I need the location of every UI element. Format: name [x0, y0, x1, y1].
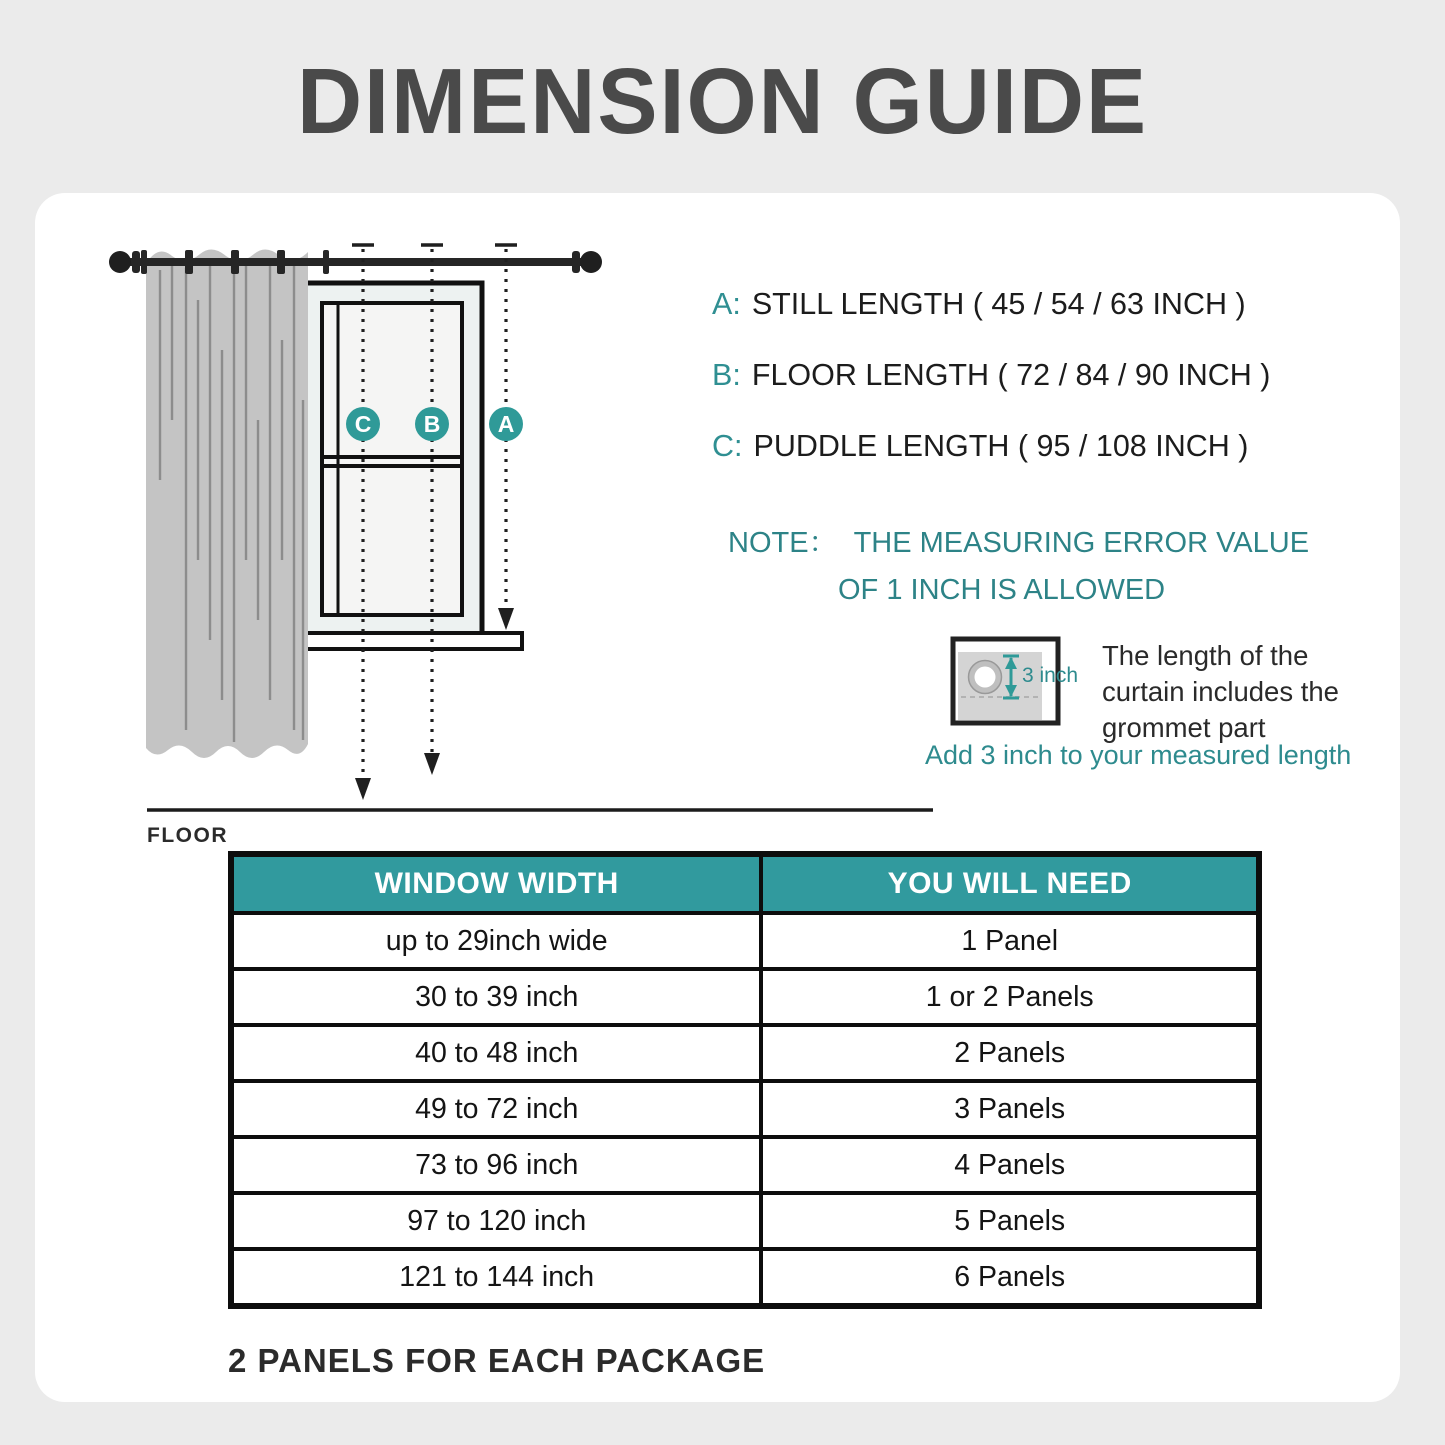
legend-text-a: STILL LENGTH ( 45 / 54 / 63 INCH ) [751, 287, 1246, 321]
grommet-measure-label: 3 inch [1022, 664, 1079, 687]
window-width-cell: 97 to 120 inch [231, 1193, 761, 1249]
curtain-panel [146, 249, 308, 758]
window-width-cell: 30 to 39 inch [231, 969, 761, 1025]
you-will-need-cell: 1 Panel [761, 913, 1259, 969]
legend-text-c: PUDDLE LENGTH ( 95 / 108 INCH ) [753, 429, 1249, 463]
note-line2: OF 1 INCH IS ALLOWED [838, 574, 1166, 606]
table-row [231, 1193, 1259, 1249]
legend-line-c [712, 429, 1248, 464]
panels-table [228, 851, 1262, 1309]
you-will-need-cell: 1 or 2 Panels [761, 969, 1259, 1025]
window-sill [300, 633, 522, 649]
window-graphic [300, 283, 522, 649]
floor-label: FLOOR [147, 824, 228, 847]
table-row [231, 1137, 1259, 1193]
window-width-cell: 40 to 48 inch [231, 1025, 761, 1081]
table-header-window-width: WINDOW WIDTH [231, 854, 761, 913]
window-width-cell: up to 29inch wide [231, 913, 761, 969]
table-row [231, 1025, 1259, 1081]
window-width-cell: 49 to 72 inch [231, 1081, 761, 1137]
table-row [231, 913, 1259, 969]
marker-circles [346, 407, 523, 441]
legend-line-b [712, 358, 1270, 393]
table-row [231, 1249, 1259, 1306]
you-will-need-cell: 5 Panels [761, 1193, 1259, 1249]
window-width-cell: 121 to 144 inch [231, 1249, 761, 1306]
marker-letter-b: B [423, 411, 441, 437]
marker-letter-c: C [354, 411, 372, 437]
legend-letter-c: C: [712, 429, 743, 463]
marker-letter-a: A [497, 411, 515, 437]
page-title: DIMENSION GUIDE [296, 49, 1149, 153]
window-width-cell: 73 to 96 inch [231, 1137, 761, 1193]
table-header-you-will-need: YOU WILL NEED [761, 854, 1259, 913]
table-row [231, 969, 1259, 1025]
measuring-note [728, 520, 1309, 614]
grommet-tip: Add 3 inch to your measured length [925, 740, 1352, 770]
you-will-need-cell: 2 Panels [761, 1025, 1259, 1081]
you-will-need-cell: 3 Panels [761, 1081, 1259, 1137]
you-will-need-cell: 6 Panels [761, 1249, 1259, 1306]
note-label: NOTE： [728, 527, 838, 559]
legend-letter-b: B: [712, 358, 741, 392]
footer-note: 2 PANELS FOR EACH PACKAGE [228, 1342, 766, 1379]
grommet-description: The length of the curtain includes the grommet part [1102, 640, 1339, 743]
you-will-need-cell: 4 Panels [761, 1137, 1259, 1193]
legend-line-a [712, 287, 1246, 322]
note-line1: THE MEASURING ERROR VALUE [853, 527, 1310, 559]
legend-letter-a: A: [712, 287, 741, 321]
legend-text-b: FLOOR LENGTH ( 72 / 84 / 90 INCH ) [751, 358, 1271, 392]
table-row [231, 1081, 1259, 1137]
table-header-row [231, 854, 1259, 913]
